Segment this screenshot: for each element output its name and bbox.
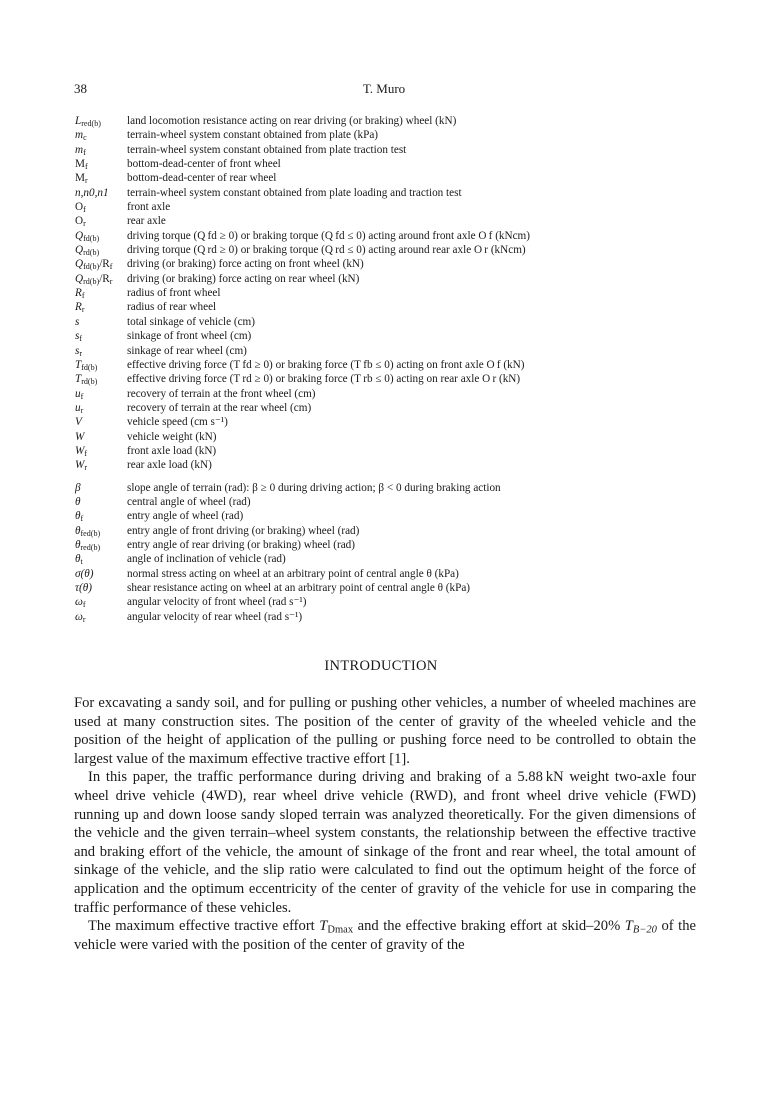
nomenclature-description: bottom-dead-center of front wheel	[127, 158, 281, 171]
nomenclature-description: entry angle of front driving (or braking) wheel (rad)	[127, 524, 360, 537]
nomenclature-description: sinkage of rear wheel (cm)	[127, 344, 247, 357]
nomenclature-symbol: $W_f$	[75, 444, 88, 458]
nomenclature-description: entry angle of wheel (rad)	[127, 510, 244, 523]
nomenclature-row	[75, 538, 715, 552]
nomenclature-description: vehicle weight (kN)	[127, 430, 217, 443]
nomenclature-description: angular velocity of rear wheel (rad s⁻¹)	[127, 610, 303, 623]
nomenclature-symbol: $Q_{rd(b)}$	[75, 244, 100, 258]
nomenclature-symbol: $m_c$	[75, 129, 87, 143]
nomenclature-list	[75, 114, 715, 624]
nomenclature-row	[75, 481, 715, 495]
nomenclature-row	[75, 610, 715, 624]
nomenclature-symbol: $u_r$	[75, 401, 84, 415]
nomenclature-symbol: $m_f$	[75, 143, 86, 157]
nomenclature-row	[75, 358, 715, 372]
nomenclature-row	[75, 200, 715, 214]
nomenclature-description: radius of front wheel	[127, 287, 221, 300]
nomenclature-row	[75, 186, 715, 200]
nomenclature-symbol: $L_{red(b)}$	[75, 115, 101, 129]
symbol-t-b20: $T_{B-20}$	[624, 918, 657, 936]
nomenclature-row	[75, 430, 715, 444]
nomenclature-row	[75, 243, 715, 257]
nomenclature-row	[75, 458, 715, 472]
nomenclature-description: bottom-dead-center of rear wheel	[127, 172, 277, 185]
section-heading: INTRODUCTION	[324, 658, 438, 674]
nomenclature-symbol: $R_f$	[75, 287, 85, 301]
paragraph-3: The maximum effective tractive effort $T_{Dmax}$ and the effective braking effort at skid–20% $T_{B-20}$ of the vehicle were varied with the position of the center of gravity of the	[74, 918, 696, 953]
nomenclature-description: effective driving force (T fd ≥ 0) or braking force (T fb ≤ 0) acting on front axle O f (kN)	[127, 358, 525, 371]
nomenclature-description: terrain-wheel system constant obtained from plate loading and traction test	[127, 186, 462, 199]
nomenclature-symbol: $\theta_f$	[75, 510, 84, 524]
nomenclature-row	[75, 581, 715, 595]
nomenclature-row	[75, 214, 715, 228]
nomenclature-description: driving (or braking) force acting on front wheel (kN)	[127, 258, 364, 271]
nomenclature-row	[75, 524, 715, 538]
nomenclature-description: front axle load (kN)	[127, 444, 217, 457]
nomenclature-row	[75, 567, 715, 581]
running-head-author: T. Muro	[362, 81, 406, 96]
body-text	[74, 694, 696, 954]
nomenclature-description: driving torque (Q fd ≥ 0) or braking torque (Q fd ≤ 0) acting around front axle O f (kNcm)	[127, 229, 530, 242]
nomenclature-symbol: $M_f$	[75, 158, 88, 172]
nomenclature-symbol: W	[75, 430, 85, 443]
nomenclature-row	[75, 401, 715, 415]
nomenclature-row	[75, 315, 715, 329]
nomenclature-description: terrain-wheel system constant obtained from plate traction test	[127, 143, 407, 156]
nomenclature-symbol: σ(θ)	[75, 567, 94, 580]
page-number: 38	[74, 81, 87, 96]
nomenclature-group-latin	[75, 114, 715, 473]
nomenclature-description: driving torque (Q rd ≥ 0) or braking torque (Q rd ≤ 0) acting around rear axle O r (kNcm)	[127, 244, 526, 257]
nomenclature-row	[75, 171, 715, 185]
nomenclature-symbol: $W_r$	[75, 459, 88, 473]
nomenclature-symbol: θ	[75, 495, 81, 508]
nomenclature-description: land locomotion resistance acting on rear driving (or braking) wheel (kN)	[127, 115, 457, 127]
nomenclature-description: recovery of terrain at the front wheel (cm)	[127, 387, 316, 400]
nomenclature-description: slope angle of terrain (rad): β ≥ 0 during driving action; β < 0 during braking action	[127, 481, 501, 494]
nomenclature-symbol: $u_f$	[75, 387, 84, 401]
nomenclature-row	[75, 595, 715, 609]
nomenclature-symbol: $Q_{rd(b)}/R_r$	[75, 272, 113, 286]
nomenclature-description: central angle of wheel (rad)	[127, 495, 251, 508]
nomenclature-description: effective driving force (T rd ≥ 0) or braking force (T rb ≤ 0) acting on rear axle O r (kN)	[127, 373, 521, 386]
nomenclature-symbol: V	[75, 416, 82, 429]
nomenclature-symbol: $O_f$	[75, 201, 86, 215]
nomenclature-row	[75, 128, 715, 142]
nomenclature-row	[75, 372, 715, 386]
nomenclature-row	[75, 552, 715, 566]
nomenclature-symbol: τ(θ)	[75, 582, 92, 594]
nomenclature-description: recovery of terrain at the rear wheel (cm)	[127, 401, 312, 414]
nomenclature-row	[75, 415, 715, 429]
nomenclature-row	[75, 114, 715, 128]
nomenclature-symbol: β	[75, 481, 81, 494]
nomenclature-row	[75, 272, 715, 286]
nomenclature-row	[75, 257, 715, 271]
nomenclature-row	[75, 444, 715, 458]
nomenclature-description: radius of rear wheel	[127, 301, 217, 314]
nomenclature-row	[75, 344, 715, 358]
paragraph-2: In this paper, the traffic performance during driving and braking of a 5.88 kN weight two-axle four wheel drive vehicle (4WD), rear wheel drive vehicle (RWD), and front wheel drive vehicle (FWD) running up and down loose sandy sloped terrain was analyzed theoretically. For the given dimensions of the vehicle and the given terrain–wheel system constants, the relationship between the effective tractive and braking effort of the vehicle, the amount of sinkage of the front and rear wheel, the total amount of sinkage of the vehicle, and the slip ratio were calculated to find out the optimum height of the force of application and the optimum eccentricity of the center of gravity of the vehicle for use in comparing the traffic performance of these vehicles.	[74, 769, 696, 916]
nomenclature-description: terrain-wheel system constant obtained from plate (kPa)	[127, 129, 379, 142]
nomenclature-symbol: $\theta_{red(b)}$	[75, 538, 101, 552]
nomenclature-row	[75, 300, 715, 314]
page-header	[74, 81, 694, 99]
nomenclature-symbol: $s_r$	[75, 344, 83, 358]
nomenclature-row	[75, 509, 715, 523]
nomenclature-description: rear axle	[127, 215, 166, 228]
nomenclature-symbol: $\theta_t$	[75, 553, 83, 567]
paragraph-1: For excavating a sandy soil, and for pulling or pushing other vehicles, a number of wheeled machines are used at many construction sites. The position of the center of gravity of the wheeled vehicle and the position of the height of application of the pulling or pushing force need to be controlled to obtain the largest value of the maximum effective tractive effort [1].	[74, 695, 696, 767]
nomenclature-row	[75, 143, 715, 157]
nomenclature-symbol: $T_{rd(b)}$	[75, 373, 98, 387]
nomenclature-symbol: s	[75, 315, 80, 328]
nomenclature-group-greek	[75, 481, 715, 624]
nomenclature-symbol: $T_{fd(b)}$	[75, 358, 98, 372]
nomenclature-symbol: $s_f$	[75, 330, 83, 344]
nomenclature-row	[75, 157, 715, 171]
group-spacer	[75, 473, 715, 481]
nomenclature-row	[75, 495, 715, 509]
nomenclature-description: sinkage of front wheel (cm)	[127, 330, 252, 343]
nomenclature-symbol: $\omega_r$	[75, 610, 86, 624]
nomenclature-description: total sinkage of vehicle (cm)	[127, 315, 255, 328]
nomenclature-description: angular velocity of front wheel (rad s⁻¹)	[127, 596, 307, 609]
nomenclature-row	[75, 329, 715, 343]
nomenclature-symbol: $R_r$	[75, 301, 85, 315]
nomenclature-symbol: n,n0,n1	[75, 186, 109, 199]
nomenclature-symbol: $Q_{fd(b)}$	[75, 229, 100, 243]
nomenclature-description: normal stress acting on wheel at an arbitrary point of central angle θ (kPa)	[127, 567, 459, 580]
nomenclature-description: entry angle of rear driving (or braking) wheel (rad)	[127, 538, 355, 551]
nomenclature-description: shear resistance acting on wheel at an arbitrary point of central angle θ (kPa)	[127, 582, 471, 594]
nomenclature-row	[75, 229, 715, 243]
symbol-t-dmax: $T_{Dmax}$	[319, 918, 354, 936]
nomenclature-description: front axle	[127, 201, 171, 214]
nomenclature-row	[75, 387, 715, 401]
nomenclature-description: angle of inclination of vehicle (rad)	[127, 553, 286, 566]
nomenclature-symbol: $\theta_{fed(b)}$	[75, 524, 101, 538]
nomenclature-description: driving (or braking) force acting on rear wheel (kN)	[127, 272, 360, 285]
nomenclature-description: rear axle load (kN)	[127, 459, 212, 472]
nomenclature-row	[75, 286, 715, 300]
nomenclature-symbol: $M_r$	[75, 172, 88, 186]
nomenclature-symbol: $\omega_f$	[75, 596, 86, 610]
nomenclature-symbol: $O_r$	[75, 215, 86, 229]
nomenclature-symbol: $Q_{fd(b)}/R_f$	[75, 258, 113, 272]
nomenclature-description: vehicle speed (cm s⁻¹)	[127, 416, 228, 429]
